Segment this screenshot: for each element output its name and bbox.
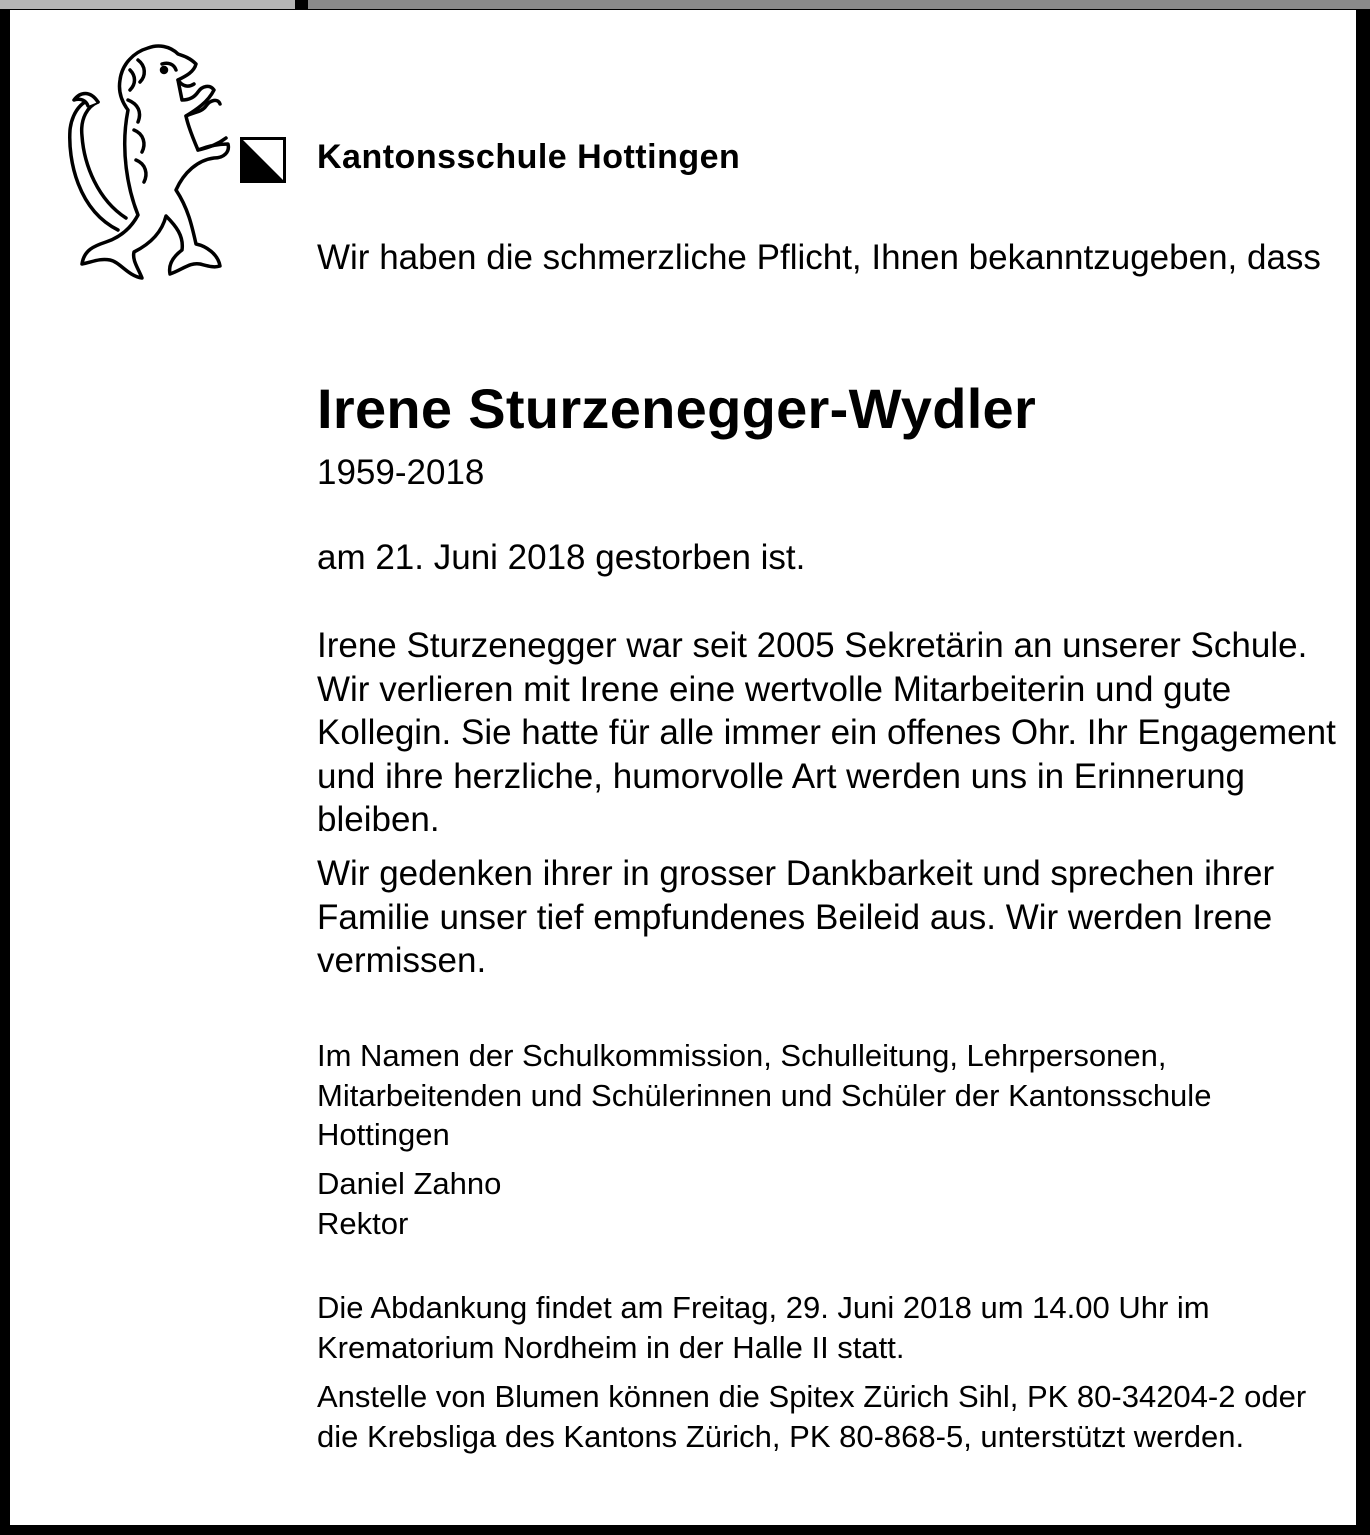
top-edge-left — [0, 0, 295, 9]
condolence-paragraph: Wir gedenken ihrer in grosser Dankbarkeit und sprechen ihrer Familie unser tief empfundenes Beileid aus. Wir werden Irene vermissen. — [317, 854, 1275, 980]
signer-title: Rektor — [317, 1206, 409, 1241]
intro-text: Wir haben die schmerzliche Pflicht, Ihnen bekanntzugeben, dass — [317, 238, 1321, 277]
zurich-flag-icon — [240, 137, 286, 183]
school-name: Kantonsschule Hottingen — [317, 138, 741, 176]
donation-details: Anstelle von Blumen können die Spitex Zürich Sihl, PK 80-34204-2 oder die Krebsliga des Kantons Zürich, PK 80-868-5, unterstützt werden. — [317, 1379, 1307, 1454]
signer — [317, 1164, 501, 1244]
zurich-lion-icon — [58, 40, 238, 290]
death-statement: am 21. Juni 2018 gestorben ist. — [317, 538, 806, 577]
signer-name: Daniel Zahno — [317, 1166, 502, 1201]
on-behalf-text: Im Namen der Schulkommission, Schulleitung, Lehrpersonen, Mitarbeitenden und Schülerinnen und Schüler der Kantonsschule Hottingen — [317, 1038, 1212, 1152]
tribute-paragraph: Irene Sturzenegger war seit 2005 Sekretärin an unserer Schule. Wir verlieren mit Irene eine wertvolle Mitarbeiterin und gute Kollegin. Sie hatte für alle immer ein offenes Ohr. Ihr Engagement und ihre herzliche, humorvolle Art werden uns in Erinnerung bleiben. — [317, 626, 1336, 839]
life-years: 1959-2018 — [317, 453, 485, 492]
funeral-details: Die Abdankung findet am Freitag, 29. Juni 2018 um 14.00 Uhr im Krematorium Nordheim in der Halle II statt. — [317, 1290, 1210, 1365]
top-edge-right — [308, 0, 1370, 9]
obituary-page — [10, 10, 1356, 1525]
deceased-name: Irene Sturzenegger-Wydler — [317, 377, 1037, 440]
